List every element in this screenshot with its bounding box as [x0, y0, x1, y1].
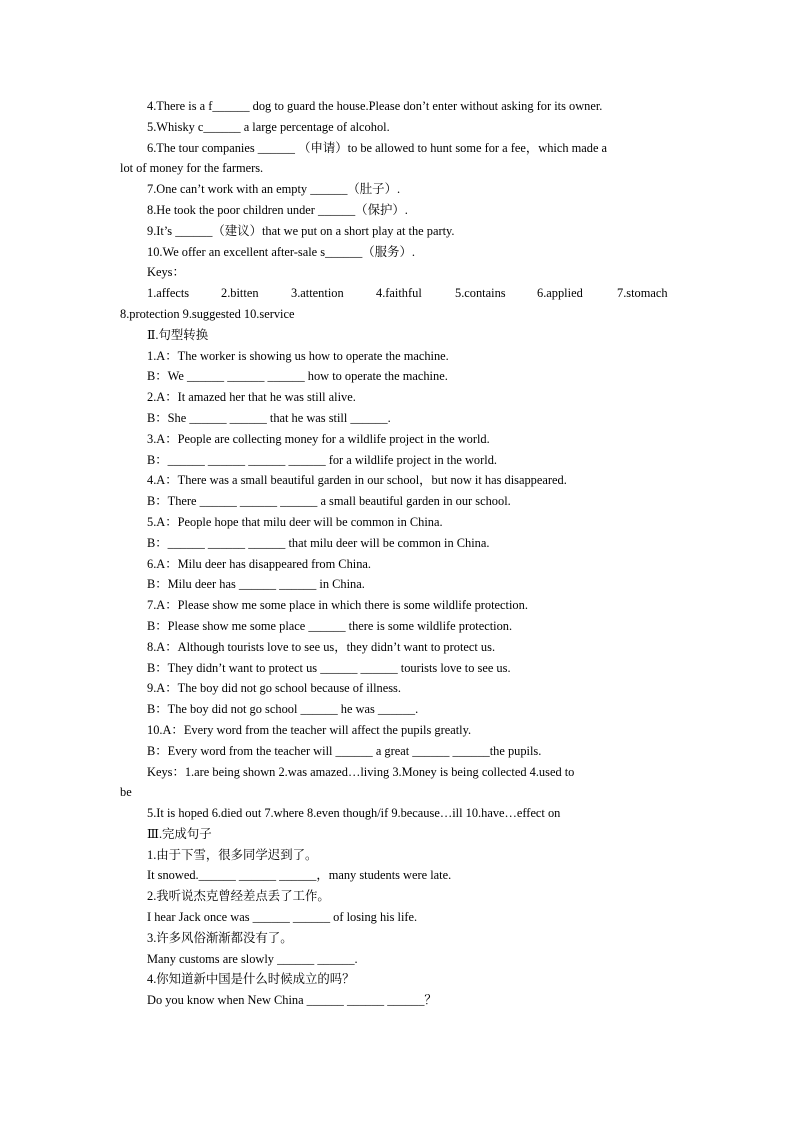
- exercise-line: 4.A：There was a small beautiful garden in our school，but now it has disappeared.: [147, 473, 567, 488]
- exercise-line: 5.A：People hope that milu deer will be common in China.: [147, 514, 443, 529]
- exercise-line: 10.A：Every word from the teacher will affect the pupils greatly.: [147, 722, 472, 737]
- exercise-line: 3.许多风俗渐渐都没有了。: [147, 930, 293, 945]
- exercise-line: 1.A：The worker is showing us how to operate the machine.: [147, 348, 449, 363]
- exercise-line: 8.A：Although tourists love to see us，they didn’t want to protect us.: [147, 639, 496, 654]
- exercise-section-1-tail: [0, 96, 794, 325]
- exercise-line: 9.A：The boy did not go school because of illness.: [147, 681, 401, 696]
- exercise-line: 2.我听说杰克曾经差点丢了工作。: [147, 889, 330, 904]
- exercise-line: 6.A：Milu deer has disappeared from China.: [147, 556, 372, 571]
- exercise-line: 3.A：People are collecting money for a wildlife project in the world.: [147, 431, 490, 446]
- key-answer: 3.attention: [291, 286, 344, 301]
- exercise-line: 4.你知道新中国是什么时候成立的吗？: [147, 972, 355, 987]
- exercise-line: B：Every word from the teacher will ______ a great ______ ______the pupils.: [147, 743, 542, 758]
- exercise-line: 8.He took the poor children under ______（保护）.: [147, 202, 408, 217]
- section-heading: Ⅲ.完成句子: [147, 826, 212, 841]
- exercise-line: I hear Jack once was ______ ______ of losing his life.: [147, 910, 418, 925]
- keys-answers-wrap: 8.protection 9.suggested 10.service: [120, 306, 295, 321]
- exercise-line: B：Please show me some place ______ there is some wildlife protection.: [147, 618, 513, 633]
- exercise-line: B：______ ______ ______ ______ for a wildlife project in the world.: [147, 452, 497, 467]
- key-answer: 6.applied: [537, 286, 583, 301]
- exercise-line: 9.It’s ______（建议）that we put on a short play at the party.: [147, 223, 455, 238]
- keys-answers-wrap: be: [120, 785, 132, 800]
- keys-answers-row: 5.It is hoped 6.died out 7.where 8.even though/if 9.because…ill 10.have…effect on: [147, 806, 561, 821]
- exercise-line: Do you know when New China ______ ______ ______？: [147, 993, 437, 1008]
- key-answer: 5.contains: [455, 286, 506, 301]
- exercise-line: 4.There is a f______ dog to guard the house.Please don’t enter without asking for its owner.: [147, 99, 603, 113]
- key-answer: 4.faithful: [376, 286, 422, 301]
- exercise-line: B：The boy did not go school ______ he was ______.: [147, 702, 419, 717]
- keys-label: Keys：: [147, 265, 185, 280]
- exercise-section-2: [0, 325, 794, 824]
- exercise-line: 5.Whisky c______ a large percentage of alcohol.: [147, 119, 390, 134]
- keys-answers-row: [0, 283, 794, 304]
- section-heading: Ⅱ.句型转换: [147, 327, 209, 342]
- key-answer: 1.affects: [147, 286, 190, 301]
- exercise-line: B：She ______ ______ that he was still ______.: [147, 410, 391, 425]
- exercise-line: It snowed.______ ______ ______，many students were late.: [147, 868, 452, 883]
- exercise-line-wrap: lot of money for the farmers.: [120, 161, 264, 176]
- exercise-line: B：______ ______ ______ that milu deer will be common in China.: [147, 535, 490, 550]
- key-answer: 2.bitten: [221, 286, 259, 301]
- exercise-line: 1.由于下雪，很多同学迟到了。: [147, 847, 318, 862]
- exercise-line: B：We ______ ______ ______ how to operate the machine.: [147, 369, 448, 384]
- keys-answers-row: Keys：1.are being shown 2.was amazed…living 3.Money is being collected 4.used to: [147, 764, 575, 779]
- exercise-line: Many customs are slowly ______ ______.: [147, 951, 358, 966]
- exercise-line: 6.The tour companies ______ （申请）to be allowed to hunt some for a fee，which made a: [147, 140, 608, 155]
- key-answer: 7.stomach: [617, 286, 668, 301]
- exercise-line: 7.One can’t work with an empty ______（肚子）.: [147, 182, 401, 197]
- exercise-line: B：There ______ ______ ______ a small beautiful garden in our school.: [147, 494, 511, 509]
- exercise-line: 7.A：Please show me some place in which there is some wildlife protection.: [147, 598, 528, 613]
- exercise-line: 2.A：It amazed her that he was still alive.: [147, 390, 356, 405]
- exercise-section-3: [0, 824, 794, 1011]
- exercise-line: 10.We offer an excellent after-sale s______（服务）.: [147, 244, 415, 259]
- exercise-line: B：They didn’t want to protect us ______ ______ tourists love to see us.: [147, 660, 511, 675]
- document-page: [0, 96, 794, 1011]
- exercise-line: B：Milu deer has ______ ______ in China.: [147, 577, 365, 592]
